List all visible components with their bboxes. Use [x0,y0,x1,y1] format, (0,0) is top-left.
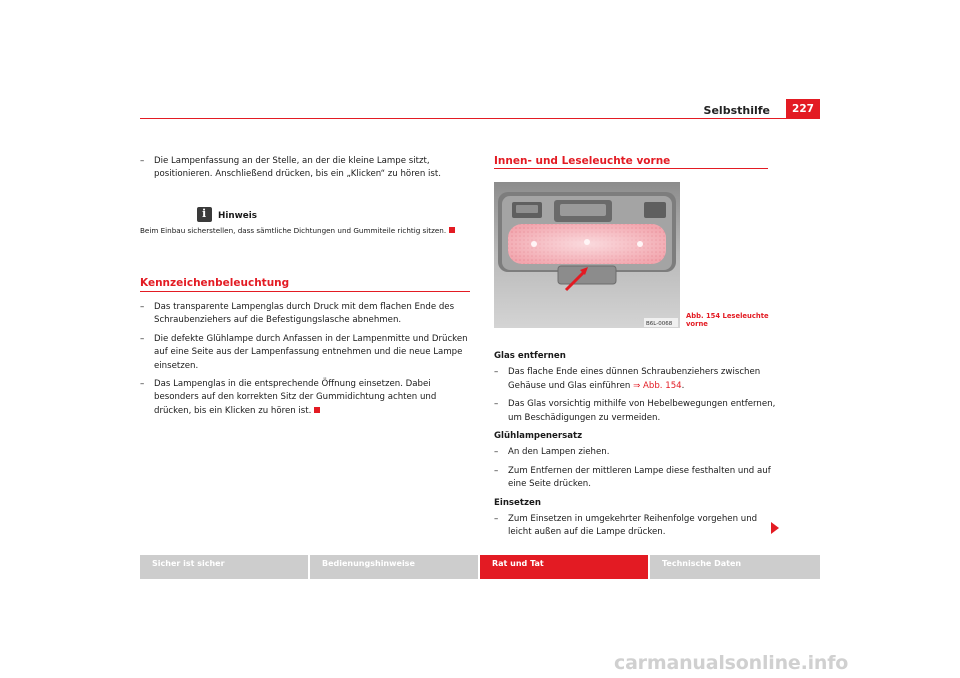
note-title: Hinweis [218,211,257,221]
list-dash: – [494,447,499,458]
footer-tab-rat-und-tat[interactable]: Rat und Tat [480,555,648,579]
list-item-text: Das Glas vorsichtig mithilfe von Hebelbewegungen entfernen, um Beschädigungen zu vermeiden. [508,399,776,423]
list-item-text: Die Lampenfassung an der Stelle, an der die kleine Lampe sitzt, positionieren. Anschließend drücken, bis ein „Klicken“ zu hören ist. [154,156,441,180]
list-item [140,333,472,373]
list-dash: – [140,379,145,390]
list-item [494,465,779,492]
list-item [494,446,779,459]
section-title-innenleuchte: Innen- und Leseleuchte vorne [494,155,671,167]
list-item-text: Das flache Ende eines dünnen Schraubenziehers zwischen Gehäuse und Glas einführen [508,367,761,391]
list-item-text: An den Lampen ziehen. [508,447,610,458]
section-rule [140,291,470,292]
subhead-einsetzen: Einsetzen [494,497,541,508]
list-item [140,378,472,418]
list-item-text: Das Lampenglas in die entsprechende Öffnung einsetzen. Dabei besonders auf den korrekten Sitz der Gummidichtung achten und drücken, bis ein Klicken zu hören ist. [154,379,437,416]
running-header-title: Selbsthilfe [703,104,770,117]
list-dash: – [494,399,499,410]
figure-caption-line: Abb. 154 Leseleuchte [686,312,769,320]
list-dash: – [494,465,499,476]
figure-reference-link[interactable]: ⇒ Abb. 154 [633,380,682,391]
list-item-text: Zum Einsetzen in umgekehrter Reihenfolge vorgehen und leicht außen auf die Lampe drücken. [508,514,758,538]
list-item-text: Die defekte Glühlampe durch Anfassen in der Lampenmitte und Drücken auf eine Seite aus der Lampenfassung entnehmen und die neue Lampe einsetzen. [154,333,468,371]
footer-tab-sicher-ist-sicher[interactable]: Sicher ist sicher [140,555,308,579]
list-dash: – [494,367,499,378]
figure-caption [686,312,769,329]
list-dash: – [140,302,145,312]
list-item [140,301,472,328]
reading-light-illustration [494,182,680,328]
section-title-kennzeichenbeleuchtung: Kennzeichenbeleuchtung [140,277,290,289]
list-item [494,366,779,393]
innenleuchte-steps [494,346,779,545]
watermark: carmanualsonline.info [614,652,849,674]
list-item [494,398,779,425]
kennzeichen-steps [140,301,472,423]
page-number: 227 [786,99,820,119]
list-dash: – [140,156,145,166]
info-note-icon: i [197,207,212,222]
figure-reading-light [494,182,680,328]
end-of-section-icon [449,227,455,233]
figure-caption-line: vorne [686,320,708,329]
section-rule [494,168,768,169]
note-body-text: Beim Einbau sicherstellen, dass sämtliche Dichtungen und Gummiteile richtig sitzen. [140,226,447,235]
intro-list [140,155,472,187]
subhead-glas-entfernen: Glas entfernen [494,351,566,361]
subhead-gluehlampenersatz: Glühlampenersatz [494,431,583,442]
footer-tab-bedienungshinweise[interactable]: Bedienungshinweise [310,555,478,579]
end-of-section-icon [314,407,320,413]
figure-code: B6L-0068 [646,321,673,327]
note-body [140,225,470,236]
list-item-text: Zum Entfernen der mittleren Lampe diese festhalten und auf eine Seite drücken. [508,465,771,490]
list-item [140,155,472,182]
list-dash: – [140,333,145,344]
header-rule [140,118,820,119]
list-item [494,513,779,540]
continue-arrow-icon[interactable] [771,522,779,534]
list-item-text: Das transparente Lampenglas durch Druck mit dem flachen Ende des Schraubenziehers auf die Befestigungslasche abnehmen. [154,302,455,326]
footer-tab-technische-daten[interactable]: Technische Daten [650,555,820,579]
list-dash: – [494,514,499,525]
list-item-end: . [681,380,685,391]
